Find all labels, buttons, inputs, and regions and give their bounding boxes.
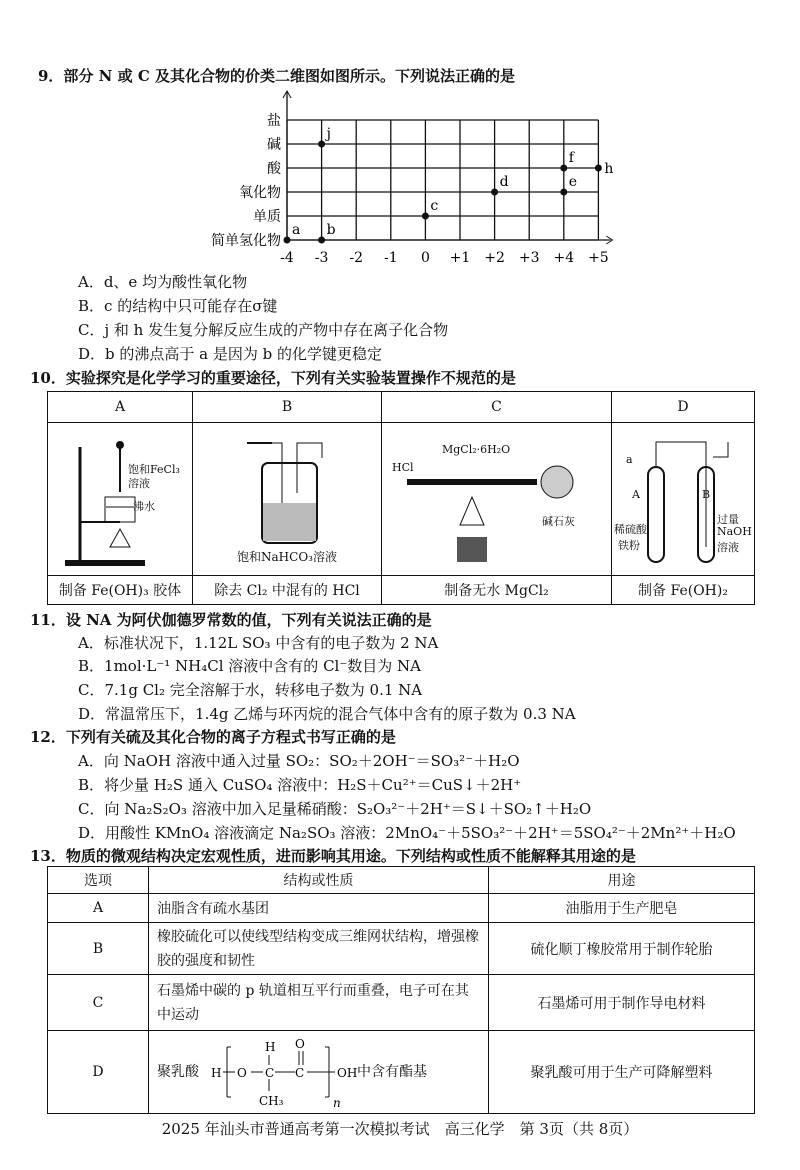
x-tick-label: -4 [280, 250, 294, 266]
q9-option-c: C．j 和 h 发生复分解反应生成的产物中存在离子化合物 [78, 321, 449, 339]
atom: CH₃ [259, 1094, 284, 1108]
col-c: C [382, 392, 612, 423]
x-tick-label: -3 [314, 250, 329, 266]
header: 用途 [489, 867, 755, 894]
header: 结构或性质 [149, 867, 489, 894]
atom: H [265, 1040, 276, 1054]
point-label-h: h [604, 161, 614, 177]
cell: 硫化顺丁橡胶常用于制作轮胎 [489, 923, 755, 975]
caption-b: 除去 Cl₂ 中混有的 HCl [193, 576, 382, 605]
label: 溶液 [128, 477, 150, 490]
y-tick-label: 酸 [267, 161, 281, 177]
text: 聚乳酸 [157, 1064, 199, 1080]
y-tick-label: 单质 [253, 209, 281, 225]
point-label-c: c [430, 198, 439, 214]
y-tick-label: 简单氢化物 [211, 233, 281, 249]
x-tick-label: +5 [588, 250, 609, 266]
label: NaOH [717, 525, 752, 538]
label: 溶液 [717, 541, 739, 554]
label: 沸水 [133, 500, 155, 513]
cell: 油脂含有疏水基团 [149, 894, 489, 923]
point-label-d: d [499, 174, 509, 190]
cell: C [48, 975, 149, 1031]
q12-option-b: B．将少量 H₂S 通入 CuSO₄ 溶液中：H₂S＋Cu²⁺＝CuS↓＋2H⁺ [78, 776, 522, 794]
cell: 聚乳酸可用于生产可降解塑料 [489, 1031, 755, 1114]
label: 饱和NaHCO₃溶液 [237, 550, 337, 564]
q12-stem: 12．下列有关硫及其化合物的离子方程式书写正确的是 [30, 728, 396, 746]
apparatus-a [48, 423, 193, 576]
data-point-c [422, 213, 429, 220]
atom: C [265, 1066, 275, 1080]
text: 中含有酯基 [357, 1064, 427, 1080]
q12-option-d: D．用酸性 KMnO₄ 溶液滴定 Na₂SO₃ 溶液：2MnO₄⁻＋5SO₃²⁻＋2H⁺＝5SO₄²⁻＋2Mn²⁺＋H₂O [78, 824, 736, 842]
y-tick-label: 盐 [267, 113, 281, 129]
atom: OH [337, 1066, 358, 1080]
caption-c: 制备无水 MgCl₂ [382, 576, 612, 605]
label: 碱石灰 [542, 515, 575, 528]
point-label-e: e [568, 174, 578, 190]
data-point-h [595, 165, 602, 172]
cell: 橡胶硫化可以使线型结构变成三维网状结构，增强橡胶的强度和韧性 [149, 923, 489, 975]
q13-stem: 13．物质的微观结构决定宏观性质，进而影响其用途。下列结构或性质不能解释其用途的是 [30, 847, 636, 865]
q11-option-b: B．1mol·L⁻¹ NH₄Cl 溶液中含有的 Cl⁻数目为 NA [78, 657, 421, 675]
data-point-j [318, 141, 325, 148]
atom: O [237, 1066, 247, 1080]
data-point-d [491, 189, 498, 196]
data-point-b [318, 237, 325, 244]
q10-stem: 10．实验探究是化学学习的重要途径，下列有关实验装置操作不规范的是 [30, 369, 516, 387]
q12-option-c: C．向 Na₂S₂O₃ 溶液中加入足量稀硝酸：S₂O₃²⁻＋2H⁺＝S↓＋SO₂↑＋H₂O [78, 800, 592, 818]
point-label-f: f [568, 150, 574, 166]
caption-a: 制备 Fe(OH)₃ 胶体 [48, 576, 193, 605]
apparatus-c [382, 423, 612, 576]
col-d: D [612, 392, 755, 423]
x-tick-label: 0 [420, 250, 430, 266]
y-tick-label: 碱 [267, 137, 281, 153]
label: 饱和FeCl₃ [128, 463, 180, 476]
label: A [632, 488, 640, 501]
col-a: A [48, 392, 193, 423]
atom: C [295, 1066, 305, 1080]
label: HCl [392, 461, 414, 474]
q9-option-a: A．d、e 均为酸性氧化物 [78, 273, 248, 291]
label: a [626, 453, 633, 466]
apparatus-d [612, 423, 755, 576]
data-point-a [284, 237, 291, 244]
point-label-a: a [292, 222, 301, 238]
apparatus-b [193, 423, 382, 576]
q11-option-a: A．标准状况下，1.12L SO₃ 中含有的电子数为 2 NA [78, 634, 439, 652]
label: 铁粉 [618, 539, 640, 552]
q13-table [47, 866, 755, 1114]
cell: D [48, 1031, 149, 1114]
x-tick-label: +1 [449, 250, 471, 266]
x-tick-label: +3 [518, 250, 540, 266]
cell: 石墨烯可用于制作导电材料 [489, 975, 755, 1031]
q11-option-c: C．7.1g Cl₂ 完全溶解于水，转移电子数为 0.1 NA [78, 681, 423, 699]
label: 过量 [717, 513, 739, 526]
data-point-f [560, 165, 567, 172]
x-tick-label: +2 [484, 250, 505, 266]
x-tick-label: -2 [349, 250, 364, 266]
q11-option-d: D．常温常压下，1.4g 乙烯与环丙烷的混合气体中含有的原子数为 0.3 NA [78, 705, 576, 723]
atom: n [333, 1096, 341, 1110]
page-footer: 2025 年汕头市普通高考第一次模拟考试 高三化学 第 3页（共 8页） [161, 1120, 639, 1138]
cell: A [48, 894, 149, 923]
polylactic-acid-structure [149, 1031, 489, 1114]
q10-table [47, 391, 755, 605]
q11-stem: 11．设 NA 为阿伏伽德罗常数的值，下列有关说法正确的是 [30, 611, 432, 629]
cell: 油脂用于生产肥皂 [489, 894, 755, 923]
q9-stem: 9．部分 N 或 C 及其化合物的价类二维图如图所示。下列说法正确的是 [38, 67, 515, 85]
atom: O [295, 1037, 305, 1051]
caption-d: 制备 Fe(OH)₂ [612, 576, 755, 605]
valence-class-chart [180, 88, 640, 268]
x-tick-label: -1 [383, 250, 398, 266]
col-b: B [193, 392, 382, 423]
q12-option-a: A．向 NaOH 溶液中通入过量 SO₂：SO₂＋2OH⁻＝SO₃²⁻＋H₂O [78, 752, 520, 770]
point-label-b: b [326, 222, 336, 238]
x-tick-label: +4 [553, 250, 575, 266]
y-tick-label: 氧化物 [239, 185, 281, 201]
q9-option-d: D．b 的沸点高于 a 是因为 b 的化学键更稳定 [78, 345, 383, 363]
q9-option-b: B．c 的结构中只可能存在σ键 [78, 297, 278, 315]
atom: H [211, 1066, 222, 1080]
label: 稀硫酸 [614, 523, 647, 536]
header: 选项 [48, 867, 149, 894]
data-point-e [560, 189, 567, 196]
cell: 石墨烯中碳的 p 轨道相互平行而重叠，电子可在其中运动 [149, 975, 489, 1031]
point-label-j: j [326, 126, 331, 142]
label: MgCl₂·6H₂O [442, 443, 511, 456]
label: B [702, 488, 711, 501]
cell: B [48, 923, 149, 975]
